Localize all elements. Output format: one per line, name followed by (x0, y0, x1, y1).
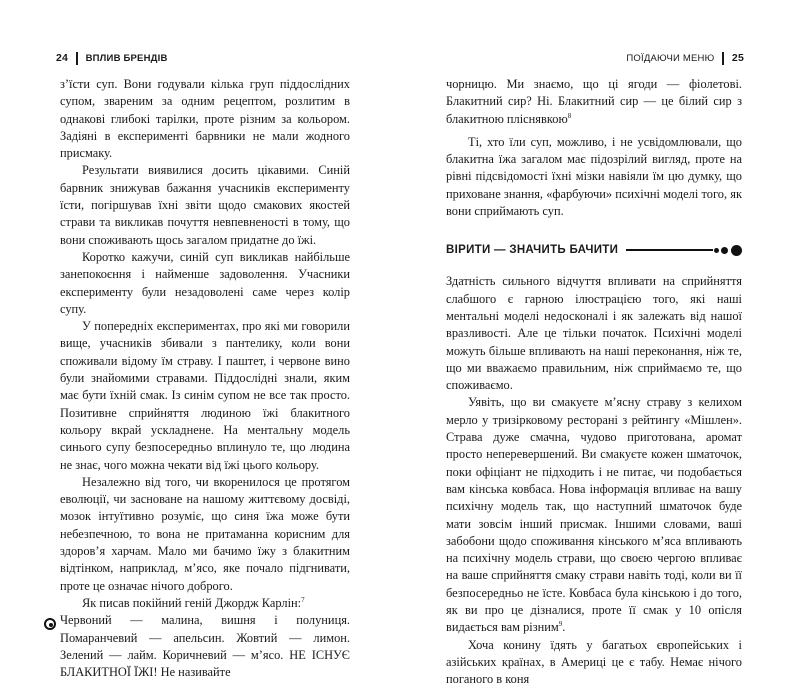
quote-bullet-icon (44, 618, 56, 630)
quote-block (60, 612, 350, 681)
paragraph: У попередніх експериментах, про які ми говорили вище, учасників збивали з пантелику, коли вони споживали відому їм страву. І паштет, і червоне вино були знайомими стравами. Піддослідні знали, яким має бути їхній смак. Із синім супом не все так просто. Позитивне сприйняття людиною їжі блакитного кольору вкрай ускладнене. На ментальну модель синього супу безпосередньо вплинуло те, що людина не знає, чого можна чекати від їжі цього кольору. (60, 319, 350, 472)
quote-continuation: чорницю. Ми знаємо, що ці ягоди — фіолетові. Блакитний сир? Ні. Блакитний сир — це білий сир з блакитною пліснявкою$^8$ (446, 77, 742, 126)
section-heading (446, 241, 742, 259)
running-header-left (56, 51, 168, 65)
section-rule (626, 249, 713, 251)
paragraph: Ті, хто їли суп, можливо, і не усвідомлювали, що блакитна їжа загалом має підозрілий вигляд, проте на рівні підсвідомості їхні мізки навіяли їм цю думку, що приховане знання, «фарбуючи» психічні моделі того, як вони сприймають суп. (446, 134, 742, 219)
paragraph: Уявіть, що ви смакуєте м’ясну страву з келихом мерло у тризірковому ресторані з рейтингу «Мішлен». Страва дуже смачна, чудово приготована, аромат просто неперевершений. Ви смакуєте кожен шматочок, поки офіціант не підходить і не питає, чи подобається вам кінська ковбаса. Нова інформація впливає на вашу психічну модель так, що наступний шматочок буде мати зовсім інший присмак. Іншими словами, ваші забобони щодо споживання кінського м’яса впливають на психічну модель страви, що своєю чергою впливає на ваше сприйняття смаку страви навіть тоді, коли ви її безпосередньо не їсте. Ковбаса була кінською і до того, як ви про це дізналися, проте її смак у 10 опісля видається вам різним$^9$. (446, 395, 742, 635)
left-body-text (60, 76, 350, 681)
footnote-marker: 9 (558, 620, 563, 629)
header-divider (722, 52, 724, 65)
right-page (400, 0, 800, 687)
chapter-title: ПОЇДАЮЧИ МЕНЮ (626, 52, 715, 64)
chapter-title: ВПЛИВ БРЕНДІВ (85, 52, 168, 64)
paragraph: Хоча конину їдять у багатьох європейських і азійських країнах, в Америці це є табу. Немає нічого поганого в коня (446, 637, 742, 687)
section-dots-icon (714, 245, 742, 256)
left-page (0, 0, 400, 680)
quote-text: Червоний — малина, вишня і полуниця. Помаранчевий — апельсин. Жовтий — лимон. Зелений — лайм. Коричневий — м’ясо. НЕ ІСНУЄ БЛАКИТНОЇ ЇЖІ! Не називайте (60, 613, 350, 680)
paragraph: Здатність сильного відчуття впливати на сприйняття слабшого є гарною ілюстрацією того, які наші ментальні моделі недосконалі і як залежать від нашої вразливості. Але це тільки початок. Психічні моделі можуть більше впливають на наші переконання, ніж те, що ми вважаємо правильним, ніж сприймаємо те, що споживаємо. (446, 274, 742, 393)
page-number: 24 (56, 52, 69, 64)
footnote-marker: 8 (567, 111, 572, 120)
footnote-marker: 7 (301, 595, 305, 604)
paragraph: Коротко кажучи, синій суп викликав найбільше занепокоєння і найменше задоволення. Учасники експерименту були незадоволені саме через колір супу. (60, 249, 350, 316)
paragraph: Як писав покійний геній Джордж Карлін:$^7$ (82, 595, 305, 610)
header-divider (76, 52, 78, 65)
paragraph: Незалежно від того, чи вкоренилося це протягом еволюції, чи засноване на нашому життєвому досвіді, мозок інтуїтивно розуміє, що синя їжа може бути небезпечною, то вона не притаманна корисним для здоров’я харчам. Мало ми бачимо їжу з блакитним відтінком, наприклад, м’ясо, яке почало підгнивати, проте це означає нічого доброго. (60, 474, 350, 593)
paragraph: Результати виявилися досить цікавими. Синій барвник знижував бажання учасників експерименту їсти, погіршував їхні звіти щодо смакових якостей страви та викликав почуття невпевненості в тому, що вони споживають щось загалом придатне до їжі. (60, 163, 350, 247)
section-title: ВІРИТИ — ЗНАЧИТЬ БАЧИТИ (446, 243, 619, 256)
paragraph: з’їсти суп. Вони годували кілька груп піддослідних супом, звареним за одним рецептом, розлитим в однакові глибокі тарілки, проте різним за кольором. Задіяні в експерименті барвники не мали жодного присмаку. (60, 77, 350, 161)
running-header-right (626, 51, 744, 65)
page-number: 25 (731, 52, 744, 64)
right-body-text (446, 76, 742, 689)
